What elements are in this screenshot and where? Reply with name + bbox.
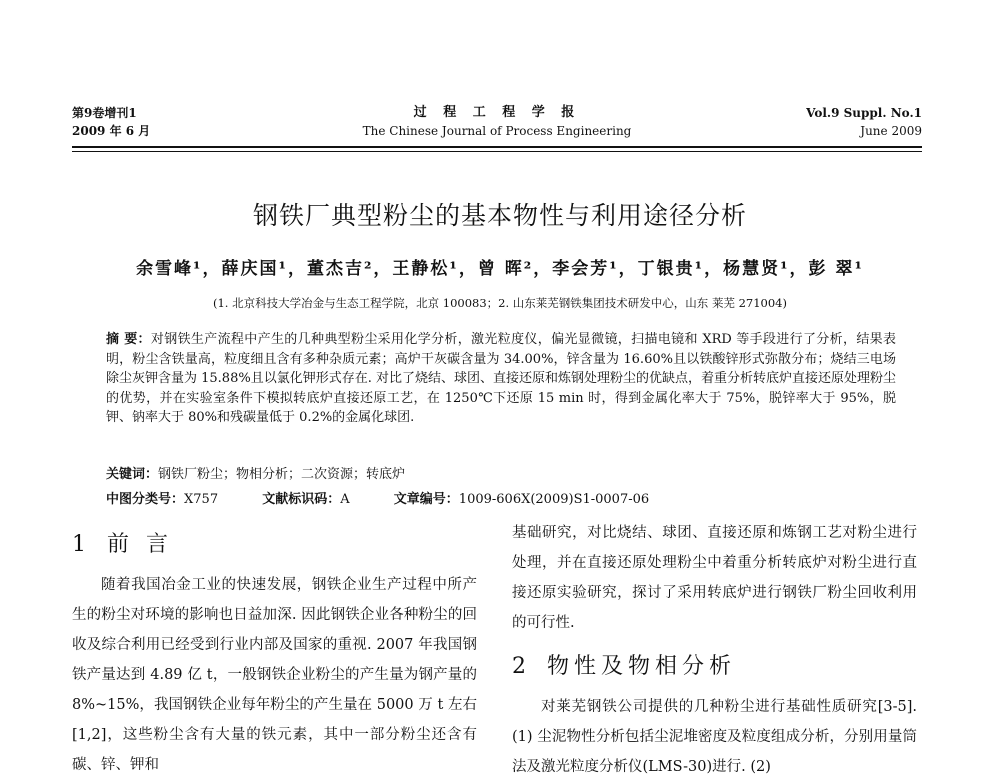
header-volume-issue: 第9卷增刊1	[72, 106, 137, 120]
clc-value: X757	[184, 492, 219, 507]
article-code	[394, 492, 649, 507]
header-rule-thick	[72, 146, 922, 148]
doc-value: A	[340, 492, 350, 507]
doc-label: 文献标识码：	[262, 492, 341, 507]
article-value: 1009-606X(2009)S1-0007-06	[458, 492, 650, 507]
left-column	[72, 526, 477, 780]
running-header	[72, 104, 922, 144]
affiliations: (1. 北京科技大学冶金与生态工程学院，北京 100083；2. 山东莱芜钢铁集团技术研发中心，山东 莱芜 271004)	[213, 296, 787, 310]
keywords-text: 钢铁厂粉尘；物相分析；二次资源；转底炉	[158, 467, 406, 482]
right-column	[512, 518, 917, 782]
header-journal	[72, 104, 922, 140]
article-label: 文章编号：	[393, 492, 459, 507]
section-1-heading	[72, 530, 477, 560]
paper-title: 钢铁厂典型粉尘的基本物性与利用途径分析	[252, 201, 747, 230]
header-rule-thin	[72, 151, 922, 152]
classification-line	[106, 488, 896, 507]
section-1-paragraph: 随着我国冶金工业的快速发展，钢铁企业生产过程中所产生的粉尘对环境的影响也日益加深. 因此钢铁企业各种粉尘的回收及综合利用已经受到行业内部及国家的重视. 2007 年我国钢铁产量达到 4.89 亿 t，一般钢铁企业粉尘的产生量为钢产量的 8%~15%，我国钢铁企业每年粉尘的产生量在 5000 万 t 左右[1,2]，这些粉尘含有大量的铁元素，其中一部分粉尘还含有碳、锌、钾和	[72, 577, 477, 773]
abstract	[106, 330, 896, 428]
continuation-paragraph: 基础研究，对比烧结、球团、直接还原和炼钢工艺对粉尘进行处理，并在直接还原处理粉尘中着重分析转底炉对粉尘进行直接还原实验研究，探讨了采用转底炉进行钢铁厂粉尘回收利用的可行性.	[512, 525, 917, 631]
clc-label: 中图分类号：	[106, 492, 185, 507]
section-2-number: 2	[512, 654, 531, 679]
journal-name-en: The Chinese Journal of Process Engineering	[362, 124, 632, 138]
keywords	[106, 463, 896, 482]
header-volume-en	[806, 104, 922, 140]
section-1-number: 1	[72, 532, 91, 557]
keywords-label: 关键词：	[106, 467, 159, 482]
doc-code	[262, 492, 349, 507]
header-date-en: June 2009	[860, 124, 922, 138]
abstract-text: 对钢铁生产流程中产生的几种典型粉尘采用化学分析，激光粒度仪，偏光显微镜，扫描电镜和 XRD 等手段进行了分析，结果表明，粉尘含铁量高，粒度细且含有多种杂质元素；高炉干灰碳含量为 34.00%，锌含量为 16.60%且以铁酸锌形式弥散分布；烧结三电场除尘灰钾含量为 15.88%且以氯化钾形式存在. 对比了烧结、球团、直接还原和炼钢处理粉尘的优缺点，着重分析转底炉直接还原处理粉尘的优势，并在实验室条件下模拟转底炉直接还原工艺，在 1250℃下还原 15 min 时，得到金属化率大于 75%，脱锌率大于 95%，脱钾、钠率大于 80%和残碳量低于 0.2%的金属化球团.	[106, 332, 896, 425]
header-date-cn: 2009 年 6 月	[72, 124, 151, 138]
clc-code	[106, 492, 218, 507]
section-1-title: 前 言	[107, 532, 173, 557]
journal-name-cn: 过 程 工 程 学 报	[413, 105, 581, 120]
author-list: 余雪峰¹，薛庆国¹，董杰吉²，王静松¹，曾 晖²，李会芳¹，丁银贵¹，杨慧贤¹，彭 翠¹	[136, 259, 864, 279]
section-2-paragraph: 对莱芜钢铁公司提供的几种粉尘进行基础性质研究[3-5]. (1) 尘泥物性分析包括尘泥堆密度及粒度组成分析，分别用量筒法及激光粒度分析仪(LMS-30)进行. (2)	[512, 699, 917, 775]
section-2-title: 物性及物相分析	[547, 654, 737, 679]
section-2-heading	[512, 652, 917, 682]
abstract-label: 摘 要：	[106, 332, 151, 347]
header-vol-en: Vol.9 Suppl. No.1	[806, 106, 922, 120]
